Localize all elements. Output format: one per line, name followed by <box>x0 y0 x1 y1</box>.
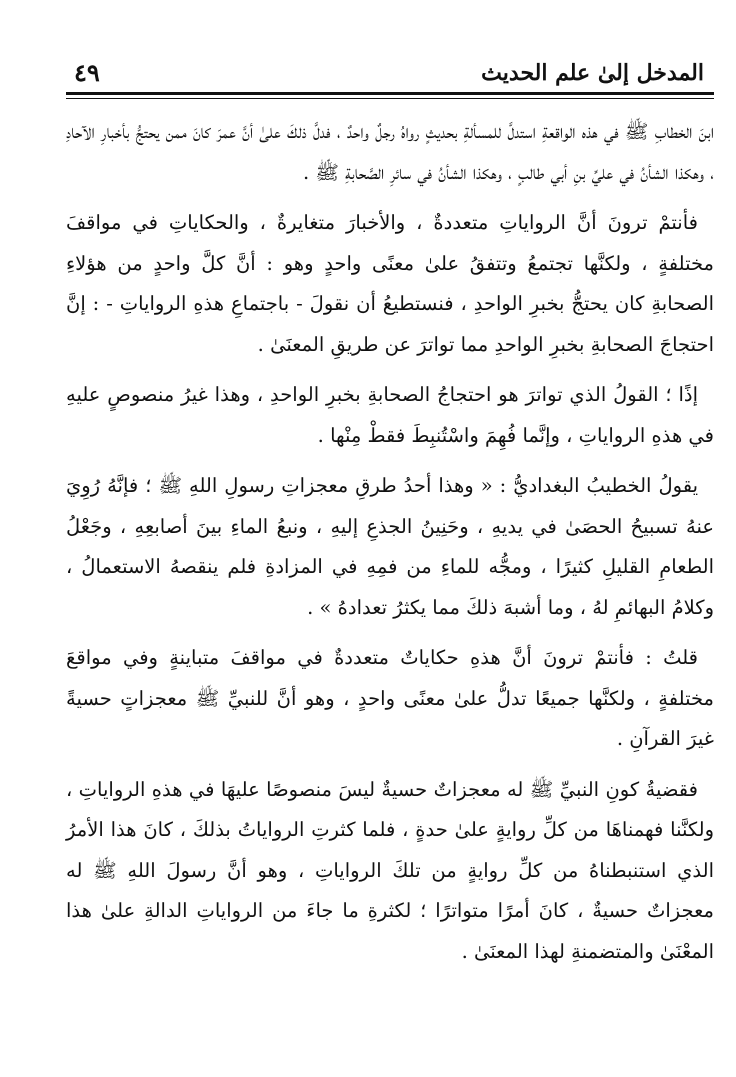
paragraph: إذًا ؛ القولُ الذي تواترَ هو احتجاجُ الصحابةِ بخبرِ الواحدِ ، وهذا غيرُ منصوصٍ عليهِ في هذهِ الرواياتِ ، وإنَّما فُهِمَ واسْتُنبِطَ فقطْ مِنْها . <box>66 383 714 447</box>
paragraph: فأنتمْ ترونَ أنَّ الرواياتِ متعددةٌ ، والأخبارَ متغايرةٌ ، والحكاياتِ في مواقفَ مختلفةٍ ، ولكنَّها تجتمعُ وتتفقُ علىٰ معنًى واحدٍ وهو : أنَّ كلَّ واحدٍ من هؤلاءِ الصحابةِ كان يحتجُّ بخبرِ الواحدِ ، فنستطيعُ أن نقولَ - باجتماعِ هذهِ الرواياتِ - : إنَّ احتجاجَ الصحابةِ بخبرِ الواحدِ مما تواترَ عن طريقِ المعنَىٰ . <box>66 211 714 356</box>
paragraph: فقضيةُ كونِ النبيِّ ﷺ له معجزاتٌ حسيةٌ ليسَ منصوصًا عليهَا في هذهِ الرواياتِ ، ولكنَّنا فهمناهَا من كلِّ روايةٍ علىٰ حدةٍ ، فلما كثرتِ الرواياتُ بذلكَ ، كانَ هذا الأمرُ الذي استنبطناهُ من كلِّ روايةٍ من تلكَ الرواياتِ ، وهو أنَّ رسولَ اللهِ ﷺ له معجزاتٌ حسيةٌ ، كانَ أمرًا متواترًا ؛ لكثرةِ ما جاءَ من الرواياتِ الدالةِ علىٰ هذا المعْنَىٰ والمتضمنةِ لهذا المعنَىٰ . <box>66 777 714 963</box>
page-number: ٤٩ <box>74 58 100 87</box>
header-rule-thick <box>66 92 714 95</box>
paragraph: يقولُ الخطيبُ البغداديُّ : « وهذا أحدُ طرقِ معجزاتِ رسولِ اللهِ ﷺ ؛ فإنَّهُ رُوِيَ عنهُ تسبيحُ الحصَىٰ في يديهِ ، وحَنِينُ الجذعِ إليهِ ، ونبعُ الماءِ بينَ أصابعِهِ ، وجَعْلُ الطعامِ القليلِ كثيرًا ، ومجُّه للماءِ من فمِهِ في المزادةِ فلم ينقصهُ الاستعمالُ ، وكلامُ البهائمِ لهُ ، وما أشبهَ ذلكَ مما يكثرُ تعدادهُ » . <box>66 474 714 619</box>
header-rule-thin <box>66 98 714 99</box>
body-text <box>66 112 714 982</box>
paragraph: قلتُ : فأنتمْ ترونَ أنَّ هذهِ حكاياتٌ متعددةٌ في مواقفَ متباينةٍ وفي مواقعَ مختلفةٍ ، ولكنَّها جميعًا تدلُّ علىٰ معنًى واحدٍ ، وهو أنَّ للنبيِّ ﷺ معجزاتٍ حسيةً غيرَ القرآنِ . <box>66 646 714 750</box>
page-header <box>66 50 710 94</box>
paragraph: ابنَ الخطابِ ﷺ في هذه الواقعةِ استدلَّ للمسألةِ بحديثٍ رواهُ رجلٌ واحدٌ ، فدلَّ ذلكَ علىٰ أنَّ عمرَ كانَ ممن يحتجُّ بأخبارِ الآحادِ ، وهكذا الشأنُ في عليِّ بنِ أبي طالبٍ ، وهكذا الشأنُ في سائرِ الصَّحابةِ ﷺ . <box>66 120 714 184</box>
running-head-title: المدخل إلىٰ علم الحديث <box>481 60 704 86</box>
